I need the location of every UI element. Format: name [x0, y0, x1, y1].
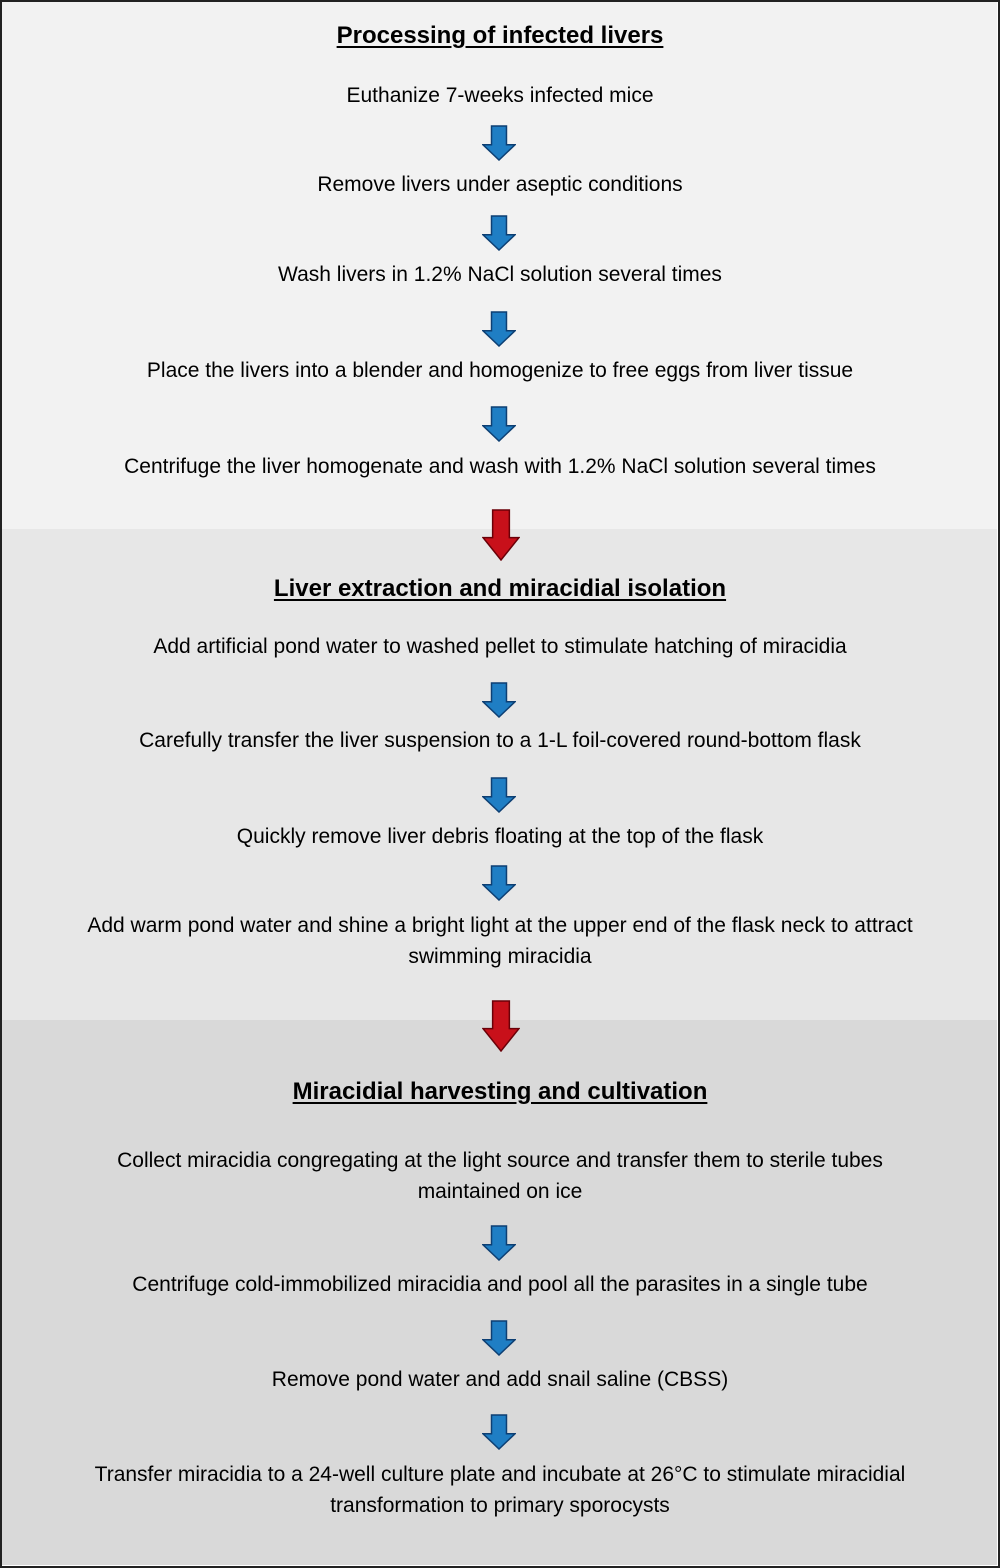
step-centrifuge-homogenate: Centrifuge the liver homogenate and wash with 1.2% NaCl solution several times: [124, 455, 876, 478]
step-collect-miracidia: Collect miracidia congregating at the light source and transfer them to sterile tubes maintained on ice: [117, 1149, 883, 1203]
down-arrow-icon: [482, 406, 516, 442]
step-add-pond-water: Add artificial pond water to washed pellet to stimulate hatching of miracidia: [153, 635, 847, 658]
section-transition-arrow-icon: [482, 509, 520, 561]
section-title-extraction: Liver extraction and miracidial isolation: [273, 575, 727, 602]
down-arrow-icon: [482, 865, 516, 901]
down-arrow-icon: [482, 682, 516, 718]
down-arrow-icon: [482, 1414, 516, 1450]
step-euthanize: Euthanize 7-weeks infected mice: [346, 84, 654, 107]
section-title-processing: Processing of infected livers: [336, 22, 664, 49]
step-homogenize: Place the livers into a blender and homogenize to free eggs from liver tissue: [146, 359, 854, 382]
down-arrow-icon: [482, 215, 516, 251]
section-transition-arrow-icon: [482, 1000, 520, 1052]
down-arrow-icon: [482, 1225, 516, 1261]
step-add-snail-saline: Remove pond water and add snail saline (CBSS): [271, 1368, 729, 1391]
down-arrow-icon: [482, 777, 516, 813]
down-arrow-icon: [482, 311, 516, 347]
step-centrifuge-miracidia: Centrifuge cold-immobilized miracidia and pool all the parasites in a single tube: [132, 1273, 868, 1296]
step-remove-livers: Remove livers under aseptic conditions: [317, 173, 683, 196]
step-transfer-suspension: Carefully transfer the liver suspension to a 1-L foil-covered round-bottom flask: [139, 729, 861, 752]
step-shine-light: Add warm pond water and shine a bright light at the upper end of the flask neck to attract swimming miracidia: [87, 914, 913, 968]
down-arrow-icon: [482, 125, 516, 161]
step-wash-livers: Wash livers in 1.2% NaCl solution several times: [278, 263, 722, 286]
step-transfer-culture-plate: Transfer miracidia to a 24-well culture plate and incubate at 26°C to stimulate miracidial transformation to primary sporocysts: [94, 1463, 906, 1517]
section-title-harvesting: Miracidial harvesting and cultivation: [292, 1078, 708, 1105]
step-remove-debris: Quickly remove liver debris floating at the top of the flask: [236, 825, 764, 848]
down-arrow-icon: [482, 1320, 516, 1356]
